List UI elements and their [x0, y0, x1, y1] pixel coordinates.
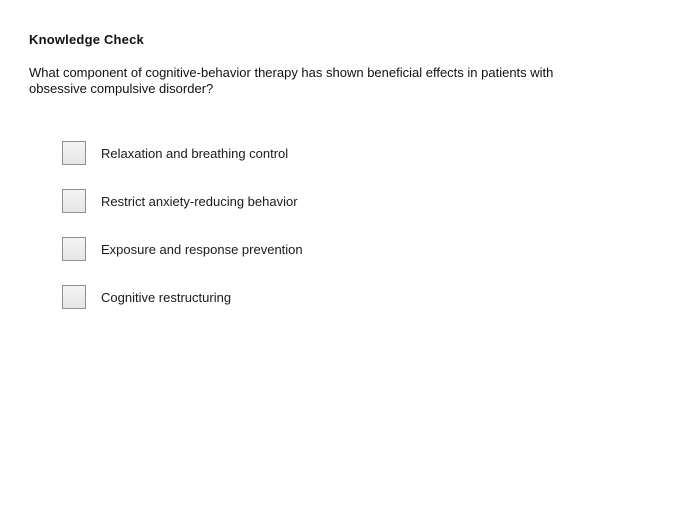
answer-label[interactable]: Exposure and response prevention [101, 241, 303, 257]
answer-checkbox[interactable] [62, 141, 86, 165]
answer-label[interactable]: Relaxation and breathing control [101, 145, 289, 161]
question-text: What component of cognitive-behavior therapy has shown beneficial effects in patients with obsessive compulsive disorder? [29, 65, 554, 96]
answer-checkbox[interactable] [62, 189, 86, 213]
answer-label[interactable]: Cognitive restructuring [101, 289, 232, 305]
answer-checkbox[interactable] [62, 285, 86, 309]
answer-option-2[interactable] [62, 187, 303, 215]
answer-label[interactable]: Restrict anxiety-reducing behavior [101, 193, 298, 209]
answer-checkbox[interactable] [62, 237, 86, 261]
page-title: Knowledge Check [29, 32, 144, 47]
answer-option-4[interactable] [62, 283, 303, 311]
answer-option-3[interactable] [62, 235, 303, 263]
answer-options [62, 139, 303, 331]
answer-option-1[interactable] [62, 139, 303, 167]
